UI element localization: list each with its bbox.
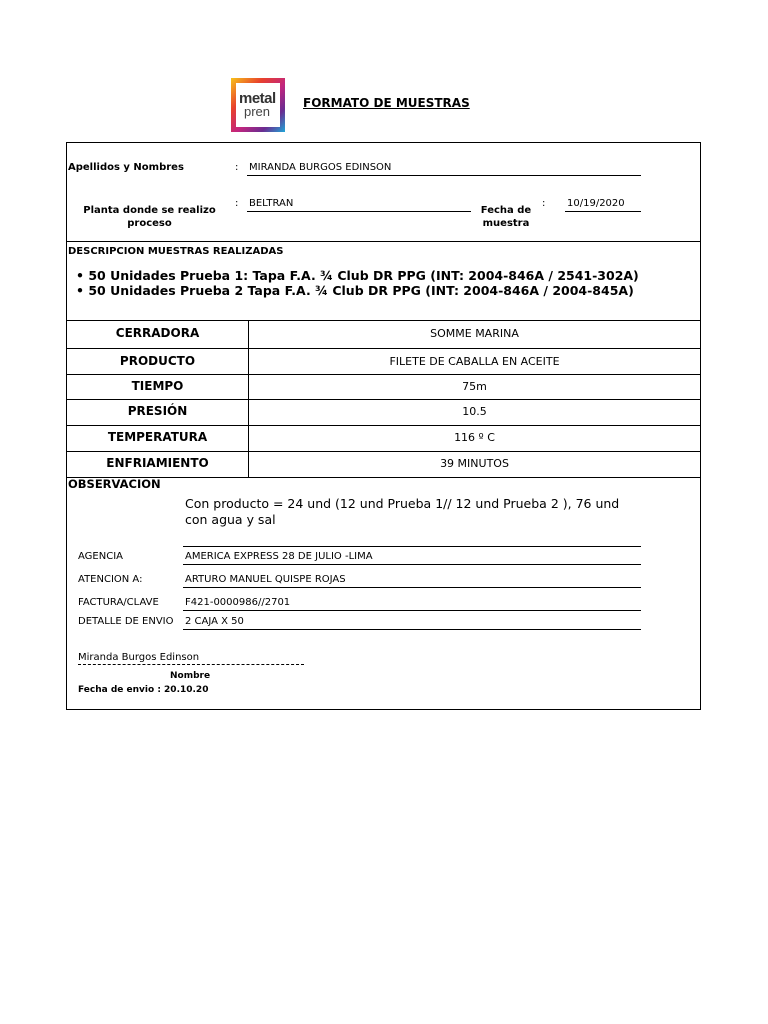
divider-spec-5 (67, 451, 700, 452)
spec-label-cerradora: CERRADORA (115, 326, 200, 340)
name-underline (247, 175, 641, 176)
divider-spec-1 (67, 348, 700, 349)
name-label: Apellidos y Nombres (68, 162, 184, 173)
send-date-value: : 20.10.20 (157, 685, 209, 695)
shipping-underline-detalle (183, 629, 641, 630)
spec-value-tiempo: 75m (462, 380, 487, 393)
name-colon: : (235, 162, 239, 173)
spec-label-producto: PRODUCTO (119, 354, 196, 368)
divider-specs-end (67, 477, 700, 478)
spec-column-divider (248, 320, 249, 477)
divider-spec-4 (67, 425, 700, 426)
plant-label-line2: proceso (127, 218, 172, 229)
date-label-line2: muestra (482, 218, 530, 229)
spec-label-presion: PRESIÓN (127, 404, 188, 418)
spec-value-presion: 10.5 (462, 405, 487, 418)
logo-text-line1: metal (239, 90, 276, 107)
spec-value-temperatura: 116 º C (454, 431, 495, 444)
page-title: FORMATO DE MUESTRAS (303, 96, 470, 110)
shipping-underline-agencia (183, 564, 641, 565)
divider-description (67, 320, 700, 321)
date-label (474, 204, 538, 230)
shipping-value-detalle: 2 CAJA X 50 (185, 616, 244, 627)
plant-colon: : (235, 198, 239, 209)
shipping-label-detalle: DETALLE DE ENVIO (78, 616, 174, 627)
logo-text-line2: pren (244, 104, 271, 119)
divider-header (67, 241, 700, 242)
spec-label-temperatura: TEMPERATURA (107, 430, 208, 444)
spec-label-enfriamiento: ENFRIAMIENTO (106, 456, 209, 470)
plant-value: BELTRAN (249, 198, 294, 209)
spec-value-producto: FILETE DE CABALLA EN ACEITE (389, 355, 560, 368)
description-item-1: • 50 Unidades Prueba 1: Tapa F.A. ¾ Club DR PPG (INT: 2004-846A / 2541-302A) (76, 268, 639, 283)
observation-line-2: con agua y sal (185, 512, 276, 527)
shipping-value-atencion: ARTURO MANUEL QUISPE ROJAS (185, 574, 346, 585)
shipping-label-factura: FACTURA/CLAVE (78, 597, 159, 608)
spec-label-tiempo: TIEMPO (131, 379, 184, 393)
divider-spec-3 (67, 399, 700, 400)
shipping-underline-factura (183, 610, 641, 611)
name-value: MIRANDA BURGOS EDINSON (249, 162, 392, 173)
plant-label (72, 204, 227, 230)
send-date-label: Fecha de envio (78, 685, 155, 695)
date-underline (565, 211, 641, 212)
signer-name: Miranda Burgos Edinson (78, 652, 200, 663)
send-date (78, 685, 208, 695)
signer-caption: Nombre (170, 671, 211, 681)
date-label-line1: Fecha de (480, 205, 532, 216)
signature-line (78, 664, 304, 665)
shipping-label-agencia: AGENCIA (78, 551, 123, 562)
shipping-underline-atencion (183, 587, 641, 588)
shipping-value-factura: F421-0000986//2701 (185, 597, 291, 608)
observation-heading: OBSERVACION (68, 477, 161, 491)
spec-value-enfriamiento: 39 MINUTOS (440, 457, 509, 470)
date-value: 10/19/2020 (567, 198, 625, 209)
shipping-label-atencion: ATENCION A: (78, 574, 143, 585)
company-logo (231, 78, 285, 132)
plant-underline (247, 211, 471, 212)
divider-spec-2 (67, 374, 700, 375)
observation-line-1: Con producto = 24 und (12 und Prueba 1// 12 und Prueba 2 ), 76 und (185, 496, 620, 511)
shipping-value-agencia: AMERICA EXPRESS 28 DE JULIO -LIMA (185, 551, 373, 562)
plant-label-line1: Planta donde se realizo (83, 205, 216, 216)
observation-underline (183, 546, 641, 547)
description-heading: DESCRIPCION MUESTRAS REALIZADAS (68, 246, 284, 257)
description-item-2: • 50 Unidades Prueba 2 Tapa F.A. ¾ Club DR PPG (INT: 2004-846A / 2004-845A) (76, 283, 634, 298)
spec-value-cerradora: SOMME MARINA (430, 327, 519, 340)
date-colon: : (542, 198, 546, 209)
